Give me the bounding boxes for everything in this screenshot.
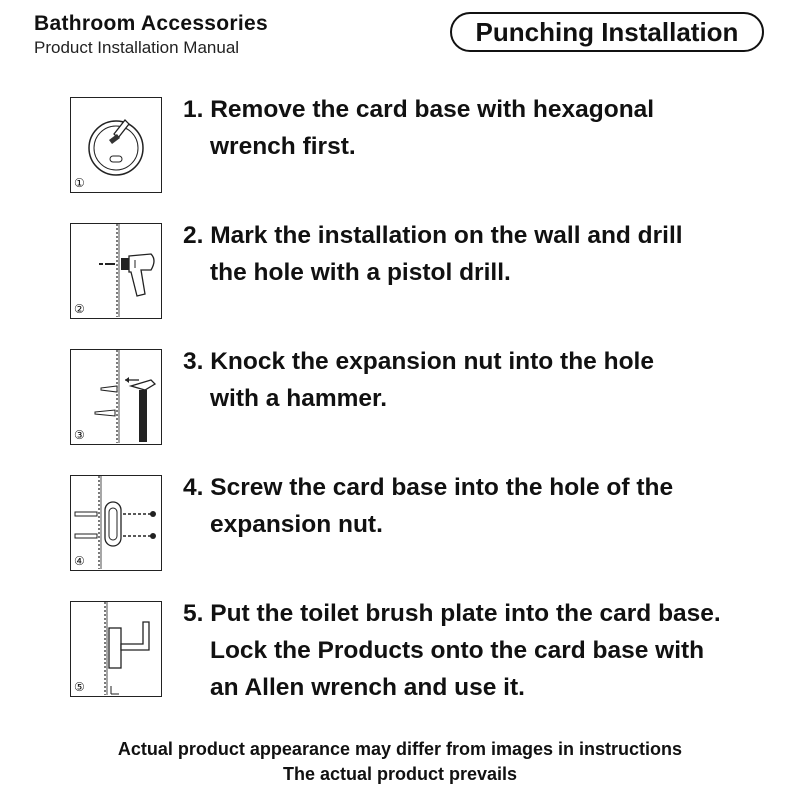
step-3-illustration [70,349,162,445]
step-3 [0,349,800,459]
step-4-illustration [70,475,162,571]
brand-title: Bathroom Accessories [34,12,268,35]
step-4-number: ④ [74,554,85,568]
installation-type-badge: Punching Installation [450,12,764,52]
step-5-illustration [70,601,162,697]
step-5-text: 5. Put the toilet brush plate into the card base. Lock the Products onto the card base with an Allen wrench and use it. [183,600,721,701]
step-5-number: ⑤ [74,680,85,694]
step-4-text: 4. Screw the card base into the hole of the expansion nut. [183,474,674,538]
step-1-illustration [70,97,162,193]
step-1-text: 1. Remove the card base with hexagonal wrench first. [183,96,655,160]
step-1 [0,97,800,207]
step-5 [0,601,800,741]
step-2 [0,223,800,333]
step-3-text: 3. Knock the expansion nut into the hole with a hammer. [183,348,654,412]
step-1-number: ① [74,176,85,190]
step-2-text: 2. Mark the installation on the wall and drill the hole with a pistol drill. [183,222,683,286]
step-4 [0,475,800,585]
disclaimer-line-1: Actual product appearance may differ from images in instructions [117,739,683,759]
disclaimer-line-2: The actual product prevails [282,764,518,784]
manual-subtitle: Product Installation Manual [34,38,240,57]
step-3-number: ③ [74,428,85,442]
step-2-illustration [70,223,162,319]
step-2-number: ② [74,302,85,316]
